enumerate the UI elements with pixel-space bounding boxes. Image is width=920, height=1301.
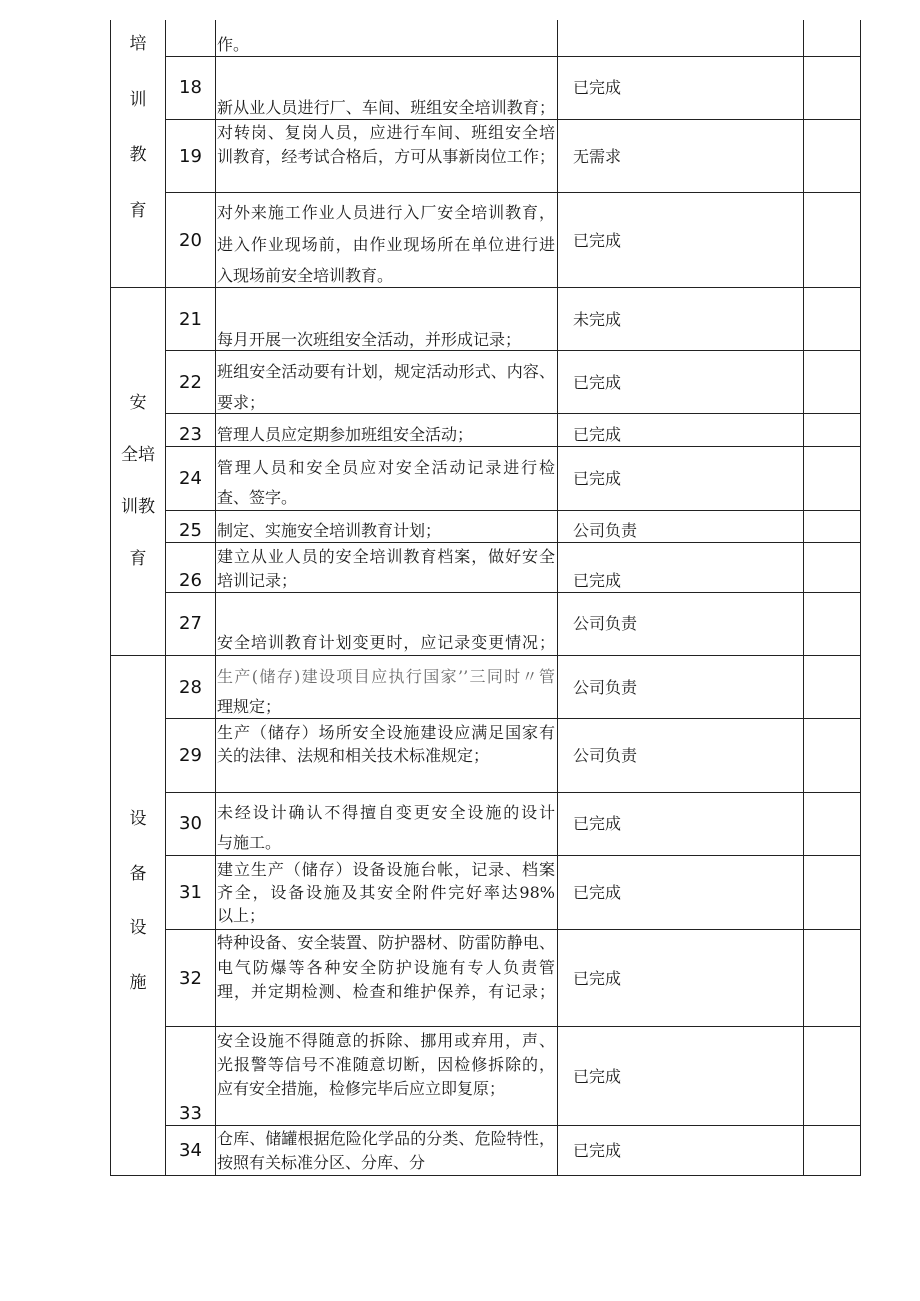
item-content — [217, 798, 555, 858]
table-row — [165, 793, 861, 856]
content-line: 进入作业现场前，由作业现场所在单位进行进 — [217, 234, 555, 254]
item-content — [217, 631, 555, 655]
table-row — [165, 719, 861, 793]
category-label-line: 育 — [129, 549, 147, 569]
item-content — [217, 356, 555, 418]
item-content-cell — [215, 856, 557, 930]
item-content-cell — [215, 719, 557, 793]
item-status-cell — [557, 20, 803, 57]
item-number-cell — [165, 656, 215, 719]
item-status: 已完成 — [573, 231, 622, 250]
content-line: 齐全，设备设施及其安全附件完好率达98% — [217, 883, 555, 902]
item-content — [217, 1127, 555, 1175]
item-status-cell — [557, 120, 803, 193]
item-number-cell — [165, 414, 215, 447]
table-row — [165, 856, 861, 930]
item-content-cell — [215, 120, 557, 193]
item-number: 32 — [179, 968, 202, 989]
item-number: 19 — [179, 146, 202, 167]
category-label — [111, 17, 165, 240]
table-row — [165, 414, 861, 447]
item-status: 已完成 — [573, 78, 622, 97]
remarks-cell — [803, 856, 861, 930]
content-line: 特种设备、安全装置、防护器材、防雷防静电、 — [217, 933, 555, 952]
item-status-cell — [557, 351, 803, 414]
item-content — [217, 96, 555, 120]
remarks-cell — [803, 414, 861, 447]
content-line: 对转岗、复岗人员，应进行车间、班组安全培 — [217, 123, 555, 142]
content-line: 安全设施不得随意的拆除、挪用或弃用，声、 — [217, 1031, 555, 1050]
item-number-cell — [165, 447, 215, 511]
item-status-cell — [557, 719, 803, 793]
item-content-cell — [215, 656, 557, 719]
item-content — [217, 328, 555, 352]
category-label-line: 训教 — [121, 497, 155, 517]
content-line: 新从业人员进行厂、车间、班组安全培训教育； — [217, 98, 555, 117]
item-number-cell — [165, 20, 215, 57]
item-status: 无需求 — [573, 147, 622, 166]
table-row — [165, 193, 861, 288]
item-status: 已完成 — [573, 814, 622, 833]
content-line: 关的法律、法规和相关技术标准规定； — [217, 746, 490, 765]
remarks-cell — [803, 1126, 861, 1176]
table-row — [165, 20, 861, 57]
item-status: 已完成 — [573, 373, 622, 392]
remarks-cell — [803, 120, 861, 193]
content-line: 生产（储存）场所安全设施建设应满足国家有 — [217, 723, 555, 742]
item-content — [217, 197, 555, 292]
item-content-cell — [215, 193, 557, 288]
table-row — [165, 120, 861, 193]
remarks-cell — [803, 930, 861, 1027]
remarks-cell — [803, 57, 861, 120]
item-content — [217, 858, 555, 927]
item-status-cell — [557, 1126, 803, 1176]
item-number-cell — [165, 351, 215, 414]
item-status: 已完成 — [573, 469, 622, 488]
table-row — [165, 656, 861, 719]
category-label-line: 设 — [129, 918, 147, 939]
item-status-cell — [557, 930, 803, 1027]
item-content — [217, 121, 555, 169]
item-number-cell — [165, 719, 215, 793]
content-line: 安全培训教育计划变更时，应记录变更情况； — [217, 633, 555, 652]
item-status: 未完成 — [573, 310, 622, 329]
item-number: 20 — [179, 230, 202, 251]
category-label-line: 施 — [129, 973, 147, 994]
item-content-cell — [215, 414, 557, 447]
remarks-cell — [803, 656, 861, 719]
category-label-line: 备 — [129, 863, 147, 884]
item-content — [217, 423, 555, 447]
item-number: 18 — [179, 77, 202, 98]
table-row — [165, 351, 861, 414]
item-content-cell — [215, 57, 557, 120]
item-status: 已完成 — [573, 1141, 622, 1160]
item-content — [217, 1029, 555, 1101]
content-line: 入现场前安全培训教育。 — [217, 266, 394, 285]
category-label-line: 全培 — [121, 445, 155, 465]
table-row — [165, 1126, 861, 1176]
item-content — [217, 33, 555, 57]
category-label — [111, 792, 165, 1011]
table-row — [165, 288, 861, 351]
item-number: 27 — [179, 613, 202, 634]
content-line: 光报警等信号不准随意切断，因检修拆除的， — [217, 1055, 555, 1074]
item-content-cell — [215, 20, 557, 57]
table-row — [165, 511, 861, 543]
item-status-cell — [557, 447, 803, 511]
remarks-cell — [803, 193, 861, 288]
item-number: 30 — [179, 813, 202, 834]
content-line: 查、签字。 — [217, 488, 298, 507]
item-status: 已完成 — [573, 883, 622, 902]
table-row — [165, 930, 861, 1027]
item-number: 23 — [179, 424, 202, 445]
item-number-cell — [165, 793, 215, 856]
item-number-cell — [165, 856, 215, 930]
content-line: 按照有关标准分区、分库、分 — [217, 1153, 426, 1172]
content-line: 制定、实施安全培训教育计划； — [217, 521, 442, 540]
item-status-cell — [557, 288, 803, 351]
item-content — [217, 662, 555, 722]
item-number-cell — [165, 57, 215, 120]
category-cell — [110, 288, 165, 656]
item-number: 28 — [179, 677, 202, 698]
item-content-cell — [215, 288, 557, 351]
content-line: 每月开展一次班组安全活动，并形成记录； — [217, 330, 522, 349]
item-number-cell — [165, 930, 215, 1027]
remarks-cell — [803, 793, 861, 856]
item-status: 公司负责 — [573, 614, 638, 633]
item-content — [217, 721, 555, 767]
item-number-cell — [165, 543, 215, 593]
remarks-cell — [803, 288, 861, 351]
item-content-cell — [215, 511, 557, 543]
item-number: 24 — [179, 468, 202, 489]
item-content-cell — [215, 1126, 557, 1176]
item-number-cell — [165, 511, 215, 543]
item-status: 公司负责 — [573, 746, 638, 765]
remarks-cell — [803, 593, 861, 656]
content-line: 对外来施工作业人员进行入厂安全培训教育， — [217, 203, 555, 222]
table-row — [165, 57, 861, 120]
item-status: 已完成 — [573, 571, 622, 590]
item-number: 22 — [179, 372, 202, 393]
remarks-cell — [803, 543, 861, 593]
item-status-cell — [557, 57, 803, 120]
content-line: 应有安全措施，检修完毕后应立即复原； — [217, 1079, 506, 1098]
category-label-line: 培 — [129, 34, 147, 54]
table-row — [165, 1027, 861, 1126]
item-content-cell — [215, 1027, 557, 1126]
item-status: 已完成 — [573, 1067, 622, 1086]
content-line: 管理人员应定期参加班组安全活动； — [217, 425, 474, 444]
content-line: 理，并定期检测、检查和维护保养，有记录； — [217, 982, 555, 1001]
content-line: 理规定； — [217, 697, 282, 716]
content-line: 仓库、储罐根据危险化学品的分类、危险特性， — [217, 1129, 555, 1148]
item-number: 34 — [179, 1140, 202, 1161]
content-line: 要求； — [217, 393, 266, 412]
item-content-cell — [215, 593, 557, 656]
category-label-line: 训 — [129, 89, 147, 110]
item-number: 21 — [179, 309, 202, 330]
item-number: 31 — [179, 882, 202, 903]
item-status-cell — [557, 856, 803, 930]
table-row — [165, 593, 861, 656]
item-status-cell — [557, 656, 803, 719]
item-status-cell — [557, 511, 803, 543]
item-status-cell — [557, 193, 803, 288]
content-line: 训教育，经考试合格后，方可从事新岗位工作； — [217, 147, 555, 166]
item-status: 已完成 — [573, 969, 622, 988]
item-number-cell — [165, 1126, 215, 1176]
category-label-line: 教 — [129, 145, 147, 166]
item-content-cell — [215, 930, 557, 1027]
remarks-cell — [803, 447, 861, 511]
table-row — [165, 543, 861, 593]
item-number-cell — [165, 288, 215, 351]
item-status-cell — [557, 793, 803, 856]
category-label — [111, 377, 165, 585]
item-number-cell — [165, 120, 215, 193]
item-content — [217, 545, 555, 593]
checklist-table — [110, 20, 861, 1176]
content-line: 班组安全活动要有计划，规定活动形式、内容、 — [217, 362, 555, 381]
item-content-cell — [215, 351, 557, 414]
item-status-cell — [557, 1027, 803, 1126]
item-number: 29 — [179, 745, 202, 766]
item-number: 33 — [179, 1103, 202, 1124]
item-status: 已完成 — [573, 425, 622, 444]
category-label-line: 设 — [129, 809, 147, 829]
category-cell — [110, 656, 165, 1176]
table-row — [165, 447, 861, 511]
content-line: 未经设计确认不得擅自变更安全设施的设计 — [217, 803, 555, 822]
remarks-cell — [803, 20, 861, 57]
content-line: 与施工。 — [217, 833, 282, 852]
item-content-cell — [215, 793, 557, 856]
remarks-cell — [803, 719, 861, 793]
item-content-cell — [215, 447, 557, 511]
item-content — [217, 519, 555, 543]
item-number-cell — [165, 593, 215, 656]
content-line: 建立生产（储存）设备设施台帐，记录、档案 — [217, 860, 555, 879]
item-number-cell — [165, 193, 215, 288]
item-content-cell — [215, 543, 557, 593]
content-line: 作。 — [217, 35, 250, 54]
category-label-line: 育 — [129, 201, 147, 222]
content-line: 管理人员和安全员应对安全活动记录进行检 — [217, 458, 555, 477]
item-status-cell — [557, 543, 803, 593]
item-content — [217, 453, 555, 513]
category-label-line: 安 — [129, 393, 147, 413]
item-number: 26 — [179, 570, 202, 591]
item-content — [217, 931, 555, 1005]
item-status: 公司负责 — [573, 521, 638, 540]
content-line: 电气防爆等各种安全防护设施有专人负责管 — [217, 957, 555, 977]
content-line: 建立从业人员的安全培训教育档案，做好安全 — [217, 547, 555, 566]
item-number: 25 — [179, 520, 202, 541]
remarks-cell — [803, 511, 861, 543]
item-number-cell — [165, 1027, 215, 1126]
content-line: 培训记录； — [217, 571, 298, 590]
item-status-cell — [557, 593, 803, 656]
content-line: 生产(储存)建设项目应执行国家’’三同时〃管 — [217, 667, 555, 686]
content-line: 以上； — [217, 906, 266, 925]
item-status-cell — [557, 414, 803, 447]
item-status: 公司负责 — [573, 678, 638, 697]
category-cell — [110, 20, 165, 288]
remarks-cell — [803, 351, 861, 414]
remarks-cell — [803, 1027, 861, 1126]
